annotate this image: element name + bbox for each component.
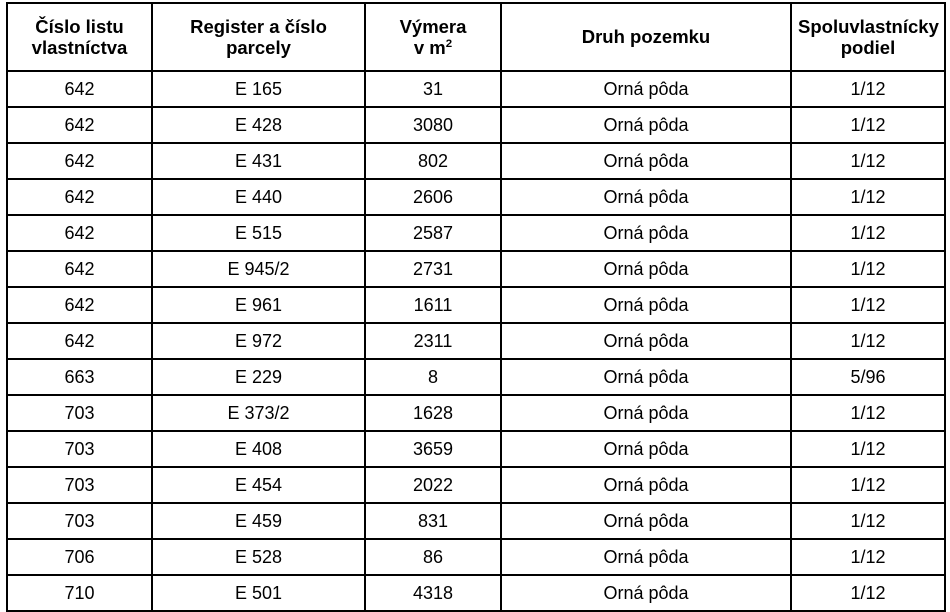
cell-lv: 642	[7, 287, 152, 323]
column-header-share-line1: Spoluvlastnícky	[798, 15, 939, 37]
cell-parcel: E 528	[152, 539, 365, 575]
cell-share: 1/12	[791, 431, 945, 467]
table-row	[7, 287, 945, 323]
cell-share: 1/12	[791, 179, 945, 215]
cell-share: 1/12	[791, 251, 945, 287]
cell-parcel: E 945/2	[152, 251, 365, 287]
cell-lv: 703	[7, 395, 152, 431]
table-header	[7, 3, 945, 71]
column-header-area	[365, 3, 501, 71]
cell-share: 1/12	[791, 215, 945, 251]
cell-area: 1611	[365, 287, 501, 323]
cell-lv: 706	[7, 539, 152, 575]
cell-parcel: E 501	[152, 575, 365, 611]
cell-type: Orná pôda	[501, 467, 791, 503]
cell-parcel: E 229	[152, 359, 365, 395]
cell-lv: 642	[7, 71, 152, 107]
cell-type: Orná pôda	[501, 107, 791, 143]
table-row	[7, 71, 945, 107]
cell-area: 802	[365, 143, 501, 179]
cell-lv: 703	[7, 503, 152, 539]
cell-type: Orná pôda	[501, 431, 791, 467]
cell-area: 2731	[365, 251, 501, 287]
cell-area: 8	[365, 359, 501, 395]
table-row	[7, 251, 945, 287]
cell-parcel: E 454	[152, 467, 365, 503]
column-header-parcel	[152, 3, 365, 71]
table-row	[7, 323, 945, 359]
cell-lv: 642	[7, 251, 152, 287]
table-row	[7, 107, 945, 143]
table-row	[7, 215, 945, 251]
table-row	[7, 467, 945, 503]
table-row	[7, 179, 945, 215]
table-row	[7, 143, 945, 179]
cell-area: 3080	[365, 107, 501, 143]
column-header-share-line2: podiel	[840, 37, 896, 58]
cell-area: 2311	[365, 323, 501, 359]
cell-share: 1/12	[791, 503, 945, 539]
cell-share: 1/12	[791, 395, 945, 431]
cell-area: 1628	[365, 395, 501, 431]
cell-share: 1/12	[791, 539, 945, 575]
table-body	[7, 71, 945, 611]
cell-type: Orná pôda	[501, 215, 791, 251]
cell-share: 1/12	[791, 467, 945, 503]
cell-parcel: E 428	[152, 107, 365, 143]
cell-parcel: E 373/2	[152, 395, 365, 431]
table-row	[7, 431, 945, 467]
cell-type: Orná pôda	[501, 323, 791, 359]
cell-parcel: E 408	[152, 431, 365, 467]
column-header-area-line2	[372, 37, 494, 58]
cell-area: 2587	[365, 215, 501, 251]
cell-parcel: E 165	[152, 71, 365, 107]
cell-share: 1/12	[791, 71, 945, 107]
cell-share: 1/12	[791, 323, 945, 359]
cell-lv: 663	[7, 359, 152, 395]
cell-area: 86	[365, 539, 501, 575]
cell-lv: 642	[7, 215, 152, 251]
column-header-area-line1: Výmera	[399, 15, 467, 37]
cell-type: Orná pôda	[501, 503, 791, 539]
column-header-type: Druh pozemku	[501, 3, 791, 71]
column-header-lv-line2: vlastníctva	[31, 37, 128, 58]
cell-lv: 642	[7, 143, 152, 179]
cell-area: 4318	[365, 575, 501, 611]
table-header-row	[7, 3, 945, 71]
cell-share: 5/96	[791, 359, 945, 395]
column-header-lv-line1: Číslo listu	[35, 15, 124, 37]
cell-type: Orná pôda	[501, 359, 791, 395]
cell-type: Orná pôda	[501, 143, 791, 179]
cell-type: Orná pôda	[501, 179, 791, 215]
cell-area: 831	[365, 503, 501, 539]
cell-lv: 703	[7, 467, 152, 503]
cell-share: 1/12	[791, 287, 945, 323]
table-row	[7, 395, 945, 431]
cell-lv: 642	[7, 179, 152, 215]
cell-area: 2022	[365, 467, 501, 503]
column-header-lv	[7, 3, 152, 71]
column-header-parcel-line2: parcely	[226, 37, 291, 58]
cell-lv: 703	[7, 431, 152, 467]
cell-lv: 710	[7, 575, 152, 611]
cell-type: Orná pôda	[501, 575, 791, 611]
cell-share: 1/12	[791, 575, 945, 611]
parcel-table	[6, 2, 946, 612]
cell-parcel: E 459	[152, 503, 365, 539]
cell-type: Orná pôda	[501, 287, 791, 323]
cell-parcel: E 515	[152, 215, 365, 251]
cell-share: 1/12	[791, 143, 945, 179]
cell-area: 2606	[365, 179, 501, 215]
column-header-share	[791, 3, 945, 71]
cell-area: 3659	[365, 431, 501, 467]
cell-area: 31	[365, 71, 501, 107]
column-header-area-unit: v m	[413, 37, 446, 58]
column-header-area-exponent: 2	[445, 37, 453, 50]
cell-type: Orná pôda	[501, 395, 791, 431]
cell-lv: 642	[7, 107, 152, 143]
cell-parcel: E 431	[152, 143, 365, 179]
table-row	[7, 503, 945, 539]
cell-type: Orná pôda	[501, 71, 791, 107]
table-row	[7, 575, 945, 611]
cell-type: Orná pôda	[501, 251, 791, 287]
cell-lv: 642	[7, 323, 152, 359]
cell-parcel: E 961	[152, 287, 365, 323]
cell-type: Orná pôda	[501, 539, 791, 575]
cell-share: 1/12	[791, 107, 945, 143]
column-header-parcel-line1: Register a číslo	[190, 15, 327, 37]
table-row	[7, 539, 945, 575]
table-row	[7, 359, 945, 395]
cell-parcel: E 440	[152, 179, 365, 215]
cell-parcel: E 972	[152, 323, 365, 359]
